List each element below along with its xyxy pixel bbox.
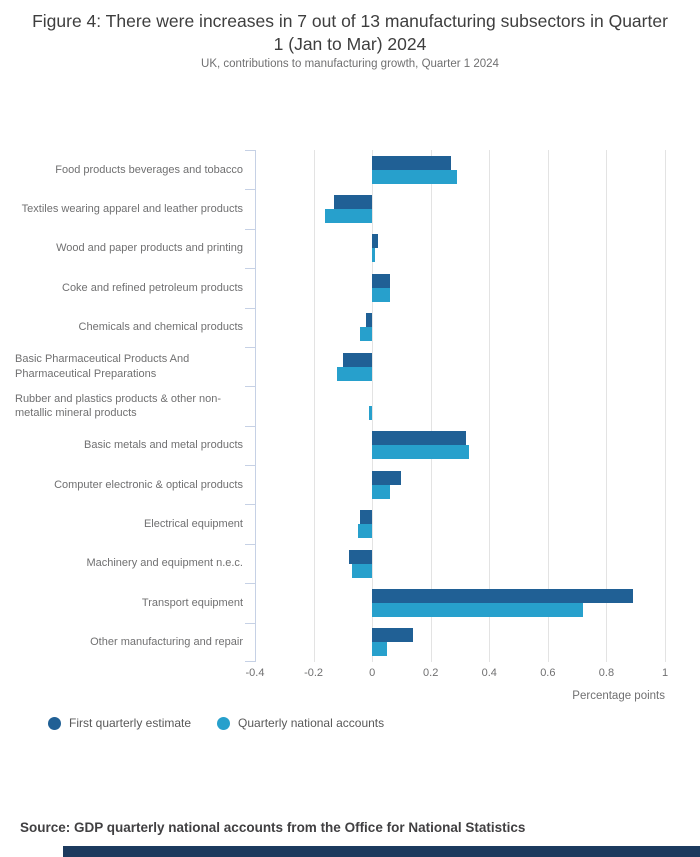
category-label [15, 386, 243, 425]
bar-quarterly-national-accounts [358, 524, 373, 538]
x-axis-title: Percentage points [572, 690, 665, 702]
bar-quarterly-national-accounts [372, 485, 390, 499]
bar-quarterly-national-accounts [360, 327, 372, 341]
bar-first-quarterly-estimate [372, 431, 466, 445]
category-label-text: Electrical equipment [143, 517, 243, 530]
legend-marker-icon [48, 717, 61, 730]
x-tick-label: -0.4 [245, 667, 265, 679]
category-label-text: Chemicals and chemical products [78, 321, 243, 334]
y-axis-tick [245, 268, 255, 269]
y-axis-tick [245, 661, 255, 662]
legend-label: Quarterly national accounts [238, 716, 385, 730]
category-label-text: Wood and paper products and printing [56, 242, 243, 255]
bar-quarterly-national-accounts [372, 642, 387, 656]
y-axis-tick [245, 386, 255, 387]
bar-quarterly-national-accounts [372, 248, 375, 262]
category-label [15, 150, 243, 189]
category-label [15, 426, 243, 465]
gridline [606, 150, 607, 662]
y-axis-tick [245, 150, 255, 151]
category-label-text: Transport equipment [141, 596, 243, 609]
bar-quarterly-national-accounts [372, 445, 469, 459]
bar-quarterly-national-accounts [369, 406, 372, 420]
legend [48, 716, 384, 730]
bar-first-quarterly-estimate [366, 313, 372, 327]
category-label [15, 229, 243, 268]
category-label-text: Computer electronic & optical products [54, 478, 243, 491]
bar-first-quarterly-estimate [334, 195, 372, 209]
category-label [15, 308, 243, 347]
bar-quarterly-national-accounts [372, 288, 390, 302]
x-tick-label: 0.6 [540, 667, 556, 679]
category-label-text: Basic metals and metal products [84, 439, 243, 452]
category-label [15, 544, 243, 583]
gridline [489, 150, 490, 662]
gridline [372, 150, 373, 662]
x-tick-label: 0.4 [481, 667, 497, 679]
y-axis-line [255, 150, 256, 662]
y-axis-tick [245, 465, 255, 466]
category-label-text: Textiles wearing apparel and leather products [21, 202, 243, 215]
category-label [15, 583, 243, 622]
legend-item [48, 716, 191, 730]
y-axis-tick [245, 583, 255, 584]
x-tick-label: -0.2 [304, 667, 324, 679]
category-label-text: Basic Pharmaceutical Products And Pharmaceutical Preparations [15, 353, 190, 380]
y-axis-tick [245, 347, 255, 348]
y-axis-tick [245, 189, 255, 190]
bar-quarterly-national-accounts [352, 564, 373, 578]
category-label [15, 623, 243, 662]
y-axis-tick [245, 504, 255, 505]
gridline [548, 150, 549, 662]
bar-first-quarterly-estimate [360, 510, 372, 524]
legend-label: First quarterly estimate [69, 716, 192, 730]
bar-quarterly-national-accounts [337, 367, 372, 381]
category-label [15, 189, 243, 228]
bar-quarterly-national-accounts [325, 209, 372, 223]
legend-marker-icon [217, 717, 230, 730]
y-axis-tick [245, 308, 255, 309]
footer-bar [63, 846, 700, 857]
category-label [15, 504, 243, 543]
x-tick-label: 0.8 [598, 667, 615, 679]
y-axis-tick [245, 229, 255, 230]
category-label [15, 465, 243, 504]
x-tick-label: 0 [369, 667, 376, 679]
bar-first-quarterly-estimate [349, 550, 372, 564]
legend-item [217, 716, 384, 730]
category-label-text: Machinery and equipment n.e.c. [86, 557, 243, 570]
bar-quarterly-national-accounts [372, 603, 583, 617]
category-label-text: Other manufacturing and repair [90, 636, 243, 649]
x-tick-label: 0.2 [423, 667, 439, 679]
category-label-text: Food products beverages and tobacco [55, 163, 243, 176]
bar-chart-plot-area [0, 150, 700, 662]
bar-first-quarterly-estimate [372, 471, 401, 485]
y-axis-tick [245, 544, 255, 545]
chart-subtitle: UK, contributions to manufacturing growth, Quarter 1 2024 [201, 58, 499, 70]
category-label-text: Rubber and plastics products & other non-metallic mineral products [15, 392, 222, 419]
source-text: Source: GDP quarterly national accounts from the Office for National Statistics [20, 820, 526, 835]
chart-title: Figure 4: There were increases in 7 out of 13 manufacturing subsectors in Quarter 1 (Jan to Mar) 2024 [32, 11, 668, 55]
bar-first-quarterly-estimate [343, 353, 372, 367]
bar-first-quarterly-estimate [372, 156, 451, 170]
gridline [314, 150, 315, 662]
gridline [665, 150, 666, 662]
category-label [15, 347, 243, 386]
category-label-text: Coke and refined petroleum products [62, 281, 243, 294]
bar-first-quarterly-estimate [372, 274, 390, 288]
gridline [431, 150, 432, 662]
y-axis-tick [245, 426, 255, 427]
bar-first-quarterly-estimate [372, 628, 413, 642]
bar-first-quarterly-estimate [372, 234, 378, 248]
category-label [15, 268, 243, 307]
bar-first-quarterly-estimate [372, 589, 633, 603]
y-axis-tick [245, 623, 255, 624]
x-tick-label: 1 [661, 667, 669, 679]
bar-quarterly-national-accounts [372, 170, 457, 184]
